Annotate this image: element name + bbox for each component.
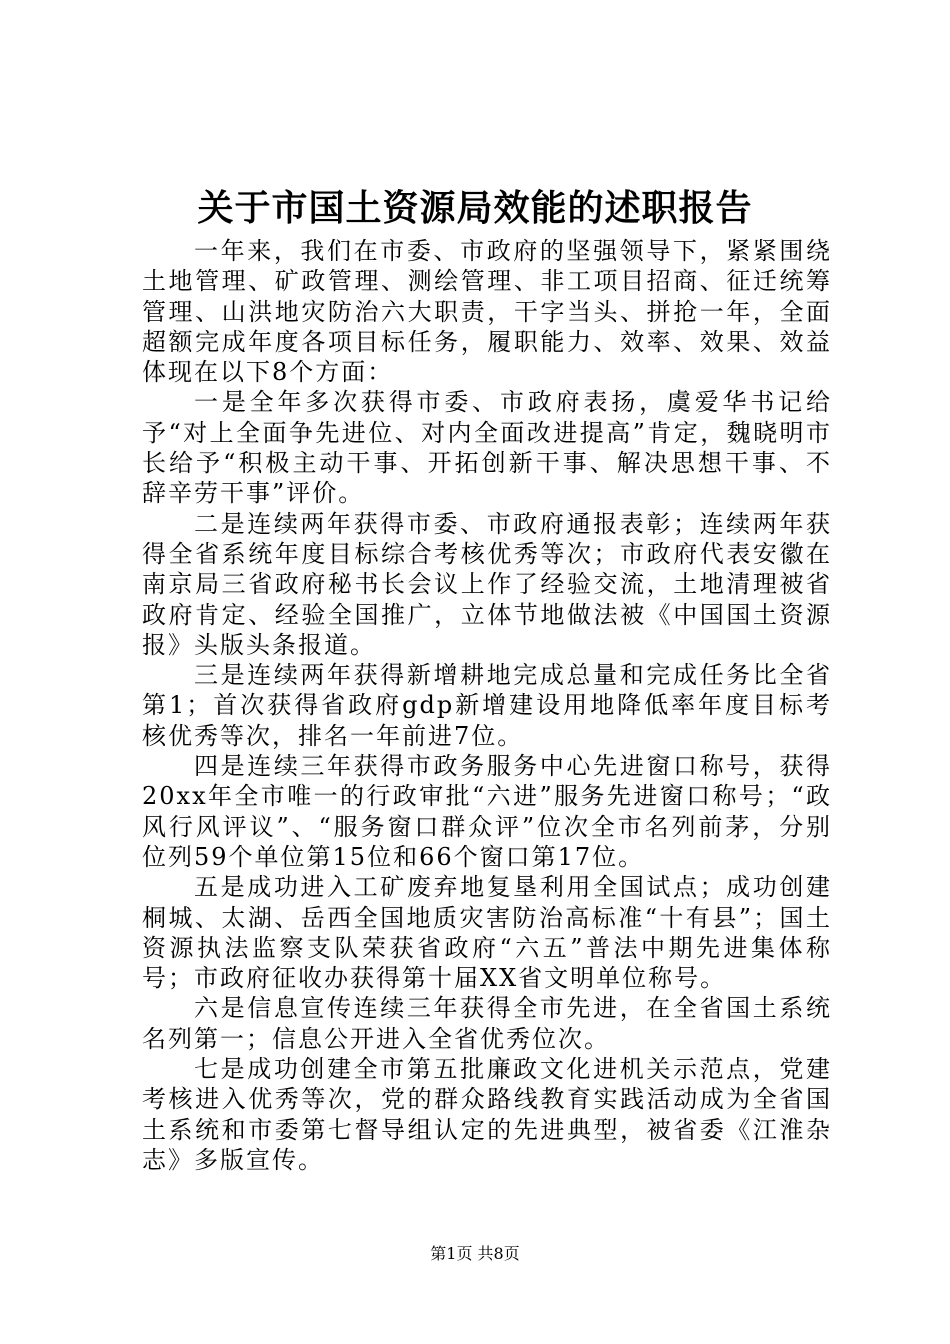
paragraph-3: 三是连续两年获得新增耕地完成总量和完成任务比全省第1；首次获得省政府gdp新增建设用地降低率年度目标考核优秀等次，排名一年前进7位。 — [142, 661, 832, 750]
paragraph-1: 一是全年多次获得市委、市政府表扬，虞爱华书记给予“对上全面争先进位、对内全面改进提高”肯定，魏晓明市长给予“积极主动干事、开拓创新干事、解决思想干事、不辞辛劳干事”评价。 — [142, 388, 832, 508]
document-title: 关于市国土资源局效能的述职报告 — [197, 187, 753, 229]
paragraph-6: 六是信息宣传连续三年获得全市先进，在全省国土系统名列第一；信息公开进入全省优秀位次。 — [142, 994, 832, 1053]
paragraph-intro: 一年来，我们在市委、市政府的坚强领导下，紧紧围绕土地管理、矿政管理、测绘管理、非工项目招商、征迁统筹管理、山洪地灾防治六大职责，干字当头、拼抢一年，全面超额完成年度各项目标任务，履职能力、效率、效果、效益体现在以下8个方面： — [142, 237, 832, 387]
paragraph-2: 二是连续两年获得市委、市政府通报表彰；连续两年获得全省系统年度目标综合考核优秀等次；市政府代表安徽在南京局三省政府秘书长会议上作了经验交流，土地清理被省政府肯定、经验全国推广，立体节地做法被《中国国土资源报》头版头条报道。 — [142, 509, 832, 659]
page-number-footer: 第1页 共8页 — [430, 1244, 520, 1263]
paragraph-7: 七是成功创建全市第五批廉政文化进机关示范点，党建考核进入优秀等次，党的群众路线教育实践活动成为全省国土系统和市委第七督导组认定的先进典型，被省委《江淮杂志》多版宣传。 — [142, 1055, 832, 1174]
paragraph-4: 四是连续三年获得市政务服务中心先进窗口称号，获得20xx年全市唯一的行政审批“六进”服务先进窗口称号；“政风行风评议”、“服务窗口群众评”位次全市名列前茅，分别位列59个单位第15位和66个窗口第17位。 — [142, 752, 832, 871]
paragraph-5: 五是成功进入工矿废弃地复垦利用全国试点；成功创建桐城、太湖、岳西全国地质灾害防治高标准“十有县”；国土资源执法监察支队荣获省政府“六五”普法中期先进集体称号；市政府征收办获得第十届XX省文明单位称号。 — [142, 873, 832, 993]
document-body — [142, 236, 832, 1175]
